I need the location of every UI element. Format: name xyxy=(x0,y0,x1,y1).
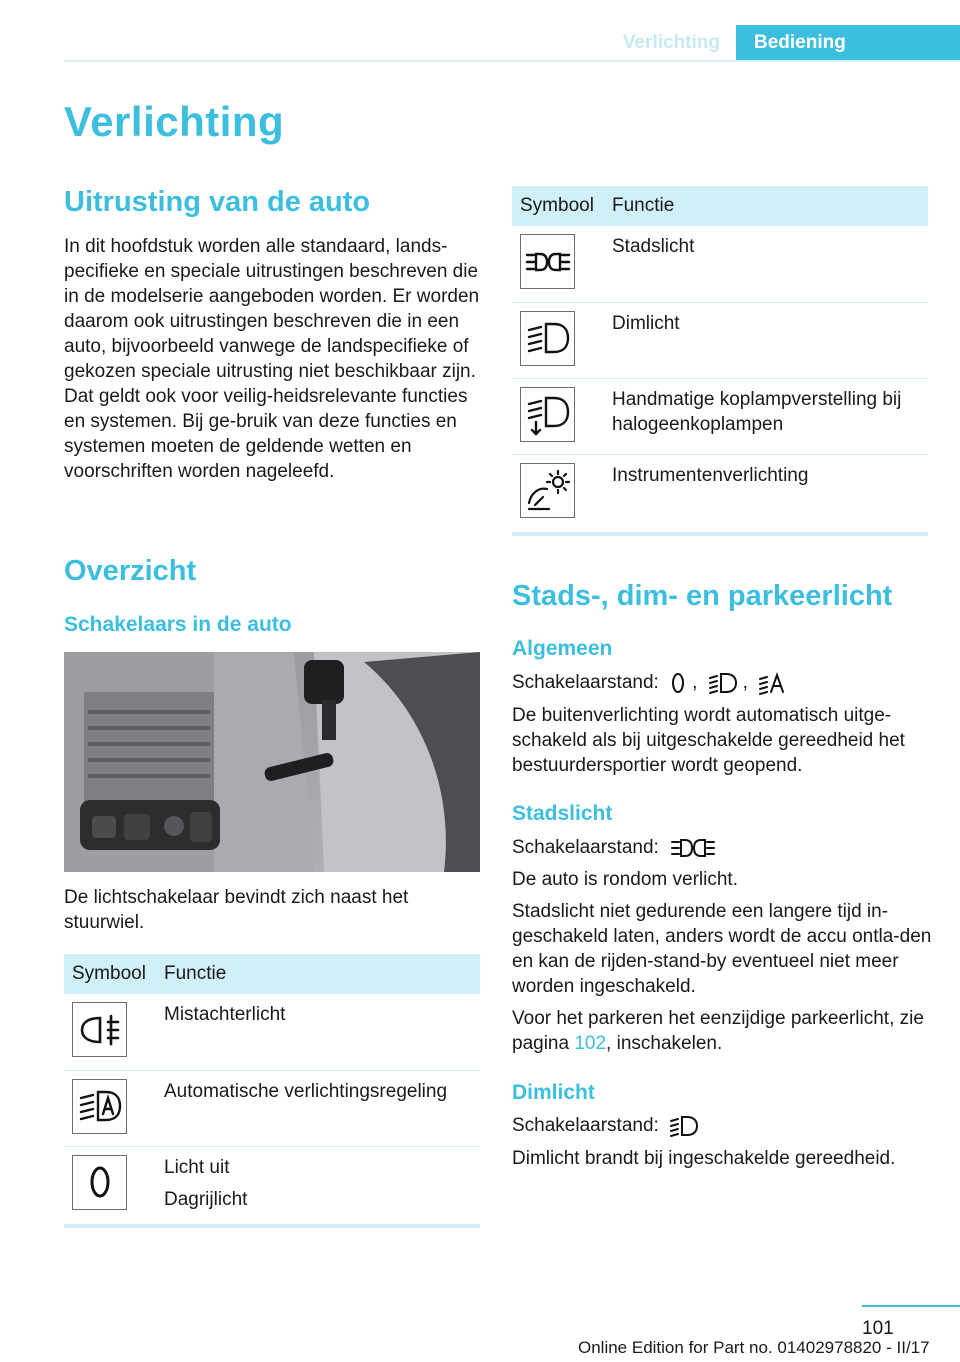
text-after-link: , inschakelen. xyxy=(606,1033,723,1054)
table-row xyxy=(512,378,928,454)
rear-fog-light-icon xyxy=(72,1002,127,1057)
parking-lights-heading: Stads-, dim- en parkeerlicht xyxy=(512,580,893,612)
separator: , xyxy=(692,672,698,693)
footer-divider xyxy=(862,1305,960,1307)
text-before-link: Voor het parkeren het eenzijdige parkeerlicht, zie pagina xyxy=(512,1008,924,1054)
equipment-text: In dit hoofdstuk worden alle standaard, lands-pecifieke en speciale uitrustingen beschreven die in de modelserie aangeboden worden. Er worden daarom ook uitrustingen beschreven die in een auto, bijvoorbeeld vanwege de landspecifieke of gekozen speciale uitrusting niet beschikbaar zijn. Dat geldt ook voor veilig-heidsrelevante functies en systemen. Bij ge-bruik van deze functies en systemen moeten de geldende wetten en voorschriften worden nageleefd. xyxy=(64,236,480,482)
side-text-3 xyxy=(512,1006,932,1056)
edition-note: Online Edition for Part no. 01402978820 - II/17 xyxy=(578,1338,930,1357)
side-text-2: Stadslicht niet gedurende een langere tijd in-geschakeld laten, anders wordt de accu ontla-den en kan de rijden-stand-by eventueel niet meer worden ingeschakeld. xyxy=(512,901,932,997)
instrument-lighting-icon xyxy=(520,463,575,518)
general-text: De buitenverlichting wordt automatisch uitge-schakeld als bij uitgeschakelde gereedheid het bestuurdersportier wordt geopend. xyxy=(512,705,905,776)
automatic-headlight-icon xyxy=(759,671,787,695)
table-header-row xyxy=(512,186,928,226)
symbol-table-right xyxy=(512,186,928,536)
table-row xyxy=(512,454,928,534)
lights-off-icon xyxy=(670,671,686,695)
table-row xyxy=(64,994,480,1070)
table-row xyxy=(64,1146,480,1226)
column-header-function: Functie xyxy=(604,186,928,226)
headlight-range-icon xyxy=(520,387,575,442)
parking-light-icon xyxy=(670,836,716,860)
column-header-symbol: Symbool xyxy=(64,954,156,994)
page-title: Verlichting xyxy=(64,98,285,145)
table-row xyxy=(64,1070,480,1146)
function-text: Stadslicht xyxy=(612,236,695,257)
car-interior-illustration xyxy=(64,652,480,872)
switches-subheading: Schakelaars in de auto xyxy=(64,613,292,636)
header-chapter-tab: Bediening xyxy=(736,25,960,61)
function-text: Instrumentenverlichting xyxy=(612,464,809,486)
overview-heading: Overzicht xyxy=(64,555,197,587)
switch-label: Schakelaarstand: xyxy=(512,837,659,858)
side-text-1: De auto is rondom verlicht. xyxy=(512,869,738,890)
function-text: Handmatige koplampverstelling bij halogeenkoplampen xyxy=(612,388,902,435)
table-row xyxy=(512,302,928,378)
low-beam-icon xyxy=(670,1114,698,1138)
symbol-table-left xyxy=(64,954,480,1228)
side-lights-heading: Stadslicht xyxy=(512,802,613,825)
equipment-heading: Uitrusting van de auto xyxy=(64,186,371,218)
general-switch-position xyxy=(512,670,942,695)
column-header-symbol: Symbool xyxy=(512,186,604,226)
low-beam-icon xyxy=(709,671,737,695)
table-header-row xyxy=(64,954,480,994)
photo-caption: De lichtschakelaar bevindt zich naast het stuurwiel. xyxy=(64,887,409,933)
page-number: 101 xyxy=(862,1318,894,1339)
function-text: Dimlicht xyxy=(612,312,680,334)
function-text: Mistachterlicht xyxy=(164,1004,286,1025)
light-switch-photo xyxy=(64,652,480,872)
table-row xyxy=(512,226,928,302)
function-text: Dagrijlicht xyxy=(164,1188,248,1210)
function-text: Automatische verlichtingsregeling xyxy=(164,1080,448,1102)
low-beam-switch-position xyxy=(512,1113,942,1138)
switch-label: Schakelaarstand: xyxy=(512,1115,659,1136)
low-beam-heading: Dimlicht xyxy=(512,1081,595,1104)
header-divider xyxy=(64,60,960,62)
function-text: Licht uit xyxy=(164,1156,230,1178)
low-beam-icon xyxy=(520,311,575,366)
lights-off-icon xyxy=(72,1155,127,1210)
switch-label: Schakelaarstand: xyxy=(512,672,659,693)
automatic-headlight-icon xyxy=(72,1079,127,1134)
page-link-102[interactable]: 102 xyxy=(574,1033,607,1054)
separator: , xyxy=(742,672,748,693)
low-beam-text: Dimlicht brandt bij ingeschakelde gereedheid. xyxy=(512,1148,896,1169)
header-section-label: Verlichting xyxy=(622,32,720,53)
general-heading: Algemeen xyxy=(512,637,613,660)
column-header-function: Functie xyxy=(156,954,480,994)
side-switch-position xyxy=(512,835,942,860)
parking-light-icon xyxy=(520,234,575,289)
